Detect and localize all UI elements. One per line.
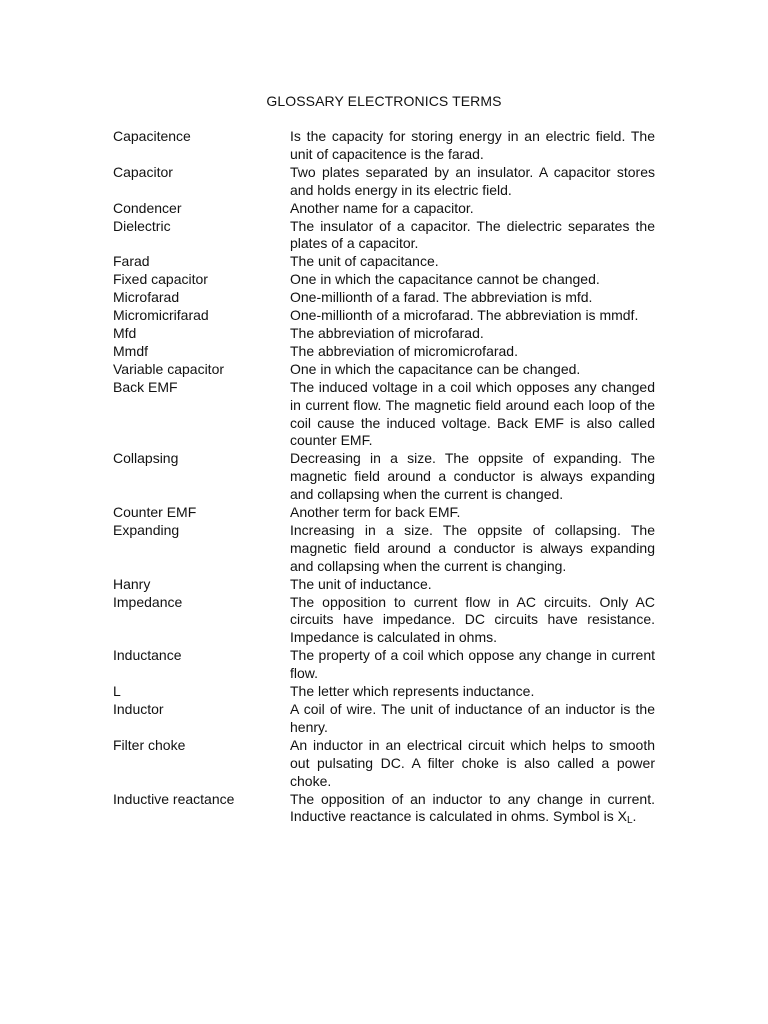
- glossary-definition: The opposition to current flow in AC circuits. Only AC circuits have impedance. DC circuits have resistance. Impedance is calculated in ohms.: [290, 593, 655, 646]
- glossary-entry: [113, 271, 656, 289]
- glossary-entry: [113, 576, 656, 594]
- glossary-definition: Two plates separated by an insulator. A capacitor stores and holds energy in its electric field.: [290, 163, 655, 198]
- glossary-term: Mfd: [113, 324, 137, 341]
- glossary-term: Filter choke: [113, 736, 186, 753]
- definition-text: The opposition of an inductor to any change in current. Inductive reactance is calculated in ohms. Symbol is: [290, 790, 655, 825]
- glossary-entry: [113, 325, 656, 343]
- glossary-entry: [113, 128, 656, 164]
- glossary-term: Capacitor: [113, 163, 173, 180]
- glossary-definition: [290, 791, 655, 831]
- glossary-entry: [113, 361, 656, 379]
- glossary-term: Dielectric: [113, 217, 171, 234]
- glossary-term: Variable capacitor: [113, 360, 225, 377]
- glossary-term: L: [113, 683, 121, 700]
- glossary-term: Fixed capacitor: [113, 271, 208, 288]
- glossary-entry: [113, 253, 656, 271]
- glossary-definition: Is the capacity for storing energy in an electric field. The unit of capacitence is the farad.: [290, 128, 655, 162]
- glossary-term: Collapsing: [113, 450, 179, 467]
- glossary-definition: One-millionth of a microfarad. The abbreviation is mmdf.: [290, 307, 639, 324]
- symbol-subscript: L: [626, 815, 633, 827]
- glossary-definition: A coil of wire. The unit of inductance of an inductor is the henry.: [290, 701, 655, 735]
- glossary-entry: [113, 307, 656, 325]
- glossary-definition: The insulator of a capacitor. The dielectric separates the plates of a capacitor.: [290, 217, 655, 252]
- glossary-term: Back EMF: [113, 378, 178, 395]
- glossary-term: Hanry: [113, 575, 151, 592]
- glossary-definition: The unit of inductance.: [290, 575, 432, 592]
- glossary-term: Impedance: [113, 593, 183, 610]
- glossary-entry: [113, 289, 656, 307]
- glossary-term: Microfarad: [113, 289, 180, 306]
- glossary-term: Condencer: [113, 199, 182, 216]
- glossary-entry: [113, 594, 656, 648]
- glossary-definition: The abbreviation of micromicrofarad.: [290, 342, 518, 359]
- glossary-term: Mmdf: [113, 342, 148, 359]
- glossary-entry: [113, 647, 656, 683]
- glossary-definition: Another term for back EMF.: [290, 504, 461, 521]
- glossary-definition: One-millionth of a farad. The abbreviation is mfd.: [290, 289, 593, 306]
- symbol-period: .: [632, 808, 637, 825]
- glossary-term: Inductance: [113, 647, 182, 664]
- symbol-base: X: [617, 808, 627, 825]
- glossary-entry: [113, 737, 656, 791]
- page-title: GLOSSARY ELECTRONICS TERMS: [266, 93, 502, 109]
- glossary-entry: [113, 218, 656, 254]
- glossary-entry: [113, 791, 656, 831]
- glossary-entry: [113, 450, 656, 504]
- glossary-term: Inductor: [113, 701, 164, 717]
- glossary-definition: The abbreviation of microfarad.: [290, 324, 484, 341]
- glossary-entry: [113, 504, 656, 522]
- glossary-entry: [113, 200, 656, 218]
- glossary-definition: One in which the capacitance cannot be changed.: [290, 271, 600, 288]
- glossary-term: Counter EMF: [113, 504, 197, 521]
- glossary-list: [113, 128, 656, 830]
- glossary-definition: Increasing in a size. The oppsite of collapsing. The magnetic field around a conductor is always expanding and collapsing when the current is changing.: [290, 521, 655, 574]
- glossary-entry: [113, 379, 656, 451]
- glossary-definition: One in which the capacitance can be changed.: [290, 360, 581, 377]
- glossary-term: Farad: [113, 253, 150, 270]
- glossary-definition: The letter which represents inductance.: [290, 683, 535, 700]
- glossary-definition: The unit of capacitance.: [290, 253, 439, 270]
- glossary-definition: The property of a coil which oppose any change in current flow.: [290, 647, 655, 682]
- glossary-entry: [113, 683, 656, 701]
- glossary-entry: [113, 343, 656, 361]
- glossary-entry: [113, 701, 656, 737]
- glossary-term: Inductive reactance: [113, 790, 235, 807]
- glossary-definition: The induced voltage in a coil which opposes any changed in current flow. The magnetic field around each loop of the coil cause the induced voltage. Back EMF is also called counter EMF.: [290, 378, 655, 449]
- glossary-term: Micromicrifarad: [113, 307, 209, 324]
- glossary-term: Capacitence: [113, 128, 191, 144]
- glossary-definition: An inductor in an electrical circuit which helps to smooth out pulsating DC. A filter choke is also called a power choke.: [290, 736, 655, 789]
- glossary-term: Expanding: [113, 521, 180, 538]
- glossary-definition: Another name for a capacitor.: [290, 199, 474, 216]
- glossary-definition: Decreasing in a size. The oppsite of expanding. The magnetic field around a conductor is always expanding and collapsing when the current is changed.: [290, 450, 655, 503]
- glossary-entry: [113, 164, 656, 200]
- glossary-entry: [113, 522, 656, 576]
